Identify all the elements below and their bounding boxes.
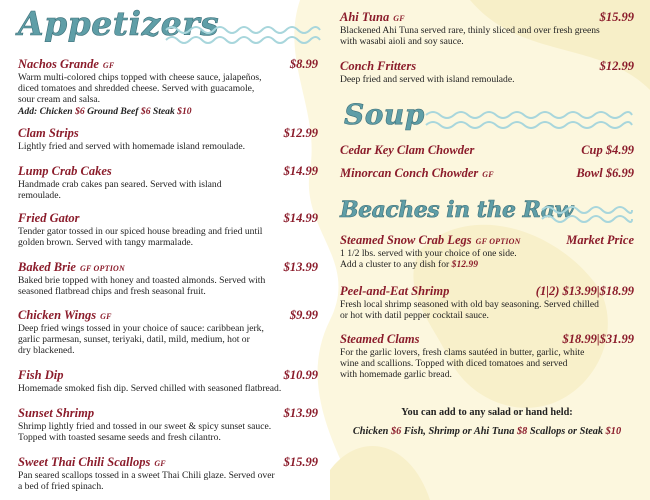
addon-note-options: [340, 426, 634, 437]
menu-item: [18, 368, 318, 394]
extra-price: $12.99: [451, 259, 479, 271]
item-name-text: Chicken Wings: [18, 308, 97, 322]
menu-item-description: Handmade crab cakes pan seared. Served with island: [18, 179, 222, 190]
menu-item-header: [340, 332, 634, 347]
dietary-tag: GF: [482, 170, 494, 179]
dietary-tag: GF: [100, 312, 112, 321]
item-name-text: Fried Gator: [18, 211, 80, 225]
menu-item-addons: [18, 106, 318, 117]
menu-item-price: (1|2) $13.99|$18.99: [535, 284, 634, 298]
menu-item-header: [18, 57, 318, 72]
menu-item-header: [18, 260, 318, 275]
menu-item-header: [340, 10, 634, 25]
menu-item: [340, 59, 634, 85]
menu-item-description: golden brown. Served with tangy marmalade.: [18, 237, 194, 249]
menu-item-description: wine and scallions. Topped with diced tomatoes and served: [340, 358, 568, 370]
dietary-tag: GF OPTION: [475, 237, 521, 246]
menu-item-description: Fresh local shrimp seasoned with old bay seasoning. Served chilled: [340, 299, 599, 310]
menu-item-description: For the garlic lovers, fresh clams sautéed in butter, garlic, white: [340, 347, 585, 358]
item-name-text: Cedar Key Clam Chowder: [340, 143, 475, 157]
menu-item-price: Bowl $6.99: [576, 166, 634, 180]
menu-item-header: [340, 233, 634, 248]
menu-item-name: [340, 284, 449, 299]
menu-item-price: $15.99: [283, 455, 318, 469]
menu-item-name: [340, 59, 416, 74]
menu-item-description: with homemade garlic bread.: [340, 369, 452, 381]
menu-item-description: Shrimp lightly fried and tossed in our sweet & spicy sunset sauce.: [18, 421, 272, 432]
menu-item-name: [18, 308, 112, 323]
menu-item-description: dry blackened.: [18, 345, 75, 357]
menu-item: [340, 166, 634, 181]
addon-option-name: Scallops or Steak: [529, 426, 604, 437]
menu-item-price: $13.99: [283, 406, 318, 420]
item-name-text: Sweet Thai Chili Scallops: [18, 455, 151, 469]
addon-option-price: $6: [140, 105, 151, 117]
menu-item: [18, 308, 318, 357]
item-name-text: Minorcan Conch Chowder: [340, 166, 479, 180]
menu-item: [18, 126, 318, 152]
menu-item-description: Pan seared scallops tossed in a sweet Thai Chili glaze. Served over: [18, 470, 275, 481]
menu-item: [18, 406, 318, 443]
menu-item-name: [18, 57, 114, 72]
addon-option-name: Fish, Shrimp or Ahi Tuna: [403, 426, 515, 437]
menu-item-description: Lightly fried and served with homemade island remoulade.: [18, 141, 245, 152]
menu-item-name: [340, 332, 420, 347]
wave-decoration: [164, 20, 322, 50]
addon-option-name: Steak: [152, 105, 175, 117]
menu-item: [18, 211, 318, 248]
item-name-text: Steamed Snow Crab Legs: [340, 233, 472, 247]
item-name-text: Ahi Tuna: [340, 10, 390, 24]
menu-item-name: [18, 260, 125, 275]
menu-item-description: Deep fried wings tossed in your choice of sauce: caribbean jerk,: [18, 323, 264, 334]
menu-item-price: $12.99: [283, 126, 318, 140]
menu-item-price: $14.99: [283, 164, 318, 178]
item-name-text: Lump Crab Cakes: [18, 164, 112, 178]
menu-item-name: [18, 406, 94, 421]
menu-item-price: $18.99|$31.99: [562, 332, 634, 346]
menu-item-price: $8.99: [289, 57, 318, 71]
addon-note-heading: You can add to any salad or hand held:: [401, 407, 573, 418]
menu-item: [18, 455, 318, 492]
menu-item-description: Homemade smoked fish dip. Served chilled with seasoned flatbread.: [18, 383, 282, 394]
menu-item: [18, 164, 318, 201]
soup-title: Soup: [344, 98, 425, 131]
item-name-text: Nachos Grande: [18, 57, 99, 71]
menu-item-header: [18, 164, 318, 179]
menu-item-name: [340, 10, 405, 25]
item-name-text: Baked Brie: [18, 260, 76, 274]
addon-option-name: Chicken: [352, 426, 389, 437]
menu-item-name: [18, 164, 112, 179]
dietary-tag: GF: [154, 459, 166, 468]
menu-item-name: [340, 166, 494, 181]
menu-item-price: $13.99: [283, 260, 318, 274]
menu-item-name: [340, 233, 521, 248]
item-name-text: Fish Dip: [18, 368, 64, 382]
menu-item-description: sour cream and salsa.: [18, 94, 101, 106]
menu-item: [340, 332, 634, 381]
menu-item-header: [18, 368, 318, 383]
menu-item-description: 1 1/2 lbs. served with your choice of one side.: [340, 248, 517, 259]
menu-item-description: Blackened Ahi Tuna served rare, thinly sliced and over fresh greens: [340, 25, 600, 36]
menu-item-price: Market Price: [566, 233, 634, 247]
menu-item-header: [340, 284, 634, 299]
menu-item-description: seasoned flatbread chips and fresh seasonal fruit.: [18, 286, 206, 298]
dietary-tag: GF OPTION: [79, 264, 125, 273]
menu-item-price: $10.99: [283, 368, 318, 382]
menu-item-description: Baked brie topped with honey and toasted almonds. Served with: [18, 275, 266, 286]
wave-decoration: [540, 202, 634, 226]
menu-item-header: [18, 455, 318, 470]
menu-item-header: [340, 166, 634, 181]
menu-item-description: remoulade.: [18, 190, 61, 202]
menu-item-description: garlic parmesan, sunset, teriyaki, datil, mild, medium, hot or: [18, 334, 250, 346]
menu-item-header: [340, 143, 634, 158]
addon-option-price: $8: [516, 426, 528, 437]
menu-item-description: diced tomatoes and shredded cheese. Served with guacamole,: [18, 83, 255, 95]
menu-item-description: a bed of fried spinach.: [18, 481, 104, 493]
menu-item-description: Topped with toasted sesame seeds and fresh cilantro.: [18, 432, 221, 444]
menu-item-header: [18, 406, 318, 421]
menu-item-price: $12.99: [599, 59, 634, 73]
item-name-text: Sunset Shrimp: [18, 406, 95, 420]
addon-option-name: Ground Beef: [87, 105, 139, 117]
addon-option-price: $6: [390, 426, 402, 437]
addon-option-price: $6: [75, 105, 85, 117]
addon-option-name: Chicken: [39, 105, 73, 117]
menu-item: [340, 143, 634, 158]
menu-item: [340, 10, 634, 47]
extra-text: Add a cluster to any dish for: [340, 259, 452, 271]
dietary-tag: GF: [393, 14, 405, 23]
menu-item-name: [18, 368, 64, 383]
menu-item-description: Deep fried and served with island remoulade.: [340, 74, 515, 85]
menu-item-price: $9.99: [289, 308, 318, 322]
menu-item-description: Warm multi-colored chips topped with cheese sauce, jalapeños,: [18, 72, 262, 83]
menu-item-name: [18, 455, 166, 470]
menu-item-header: [340, 59, 634, 74]
item-name-text: Conch Fritters: [340, 59, 417, 73]
menu-item: [18, 57, 318, 117]
menu-item-description: or hot with datil pepper cocktail sauce.: [340, 310, 489, 322]
item-name-text: Clam Strips: [18, 126, 79, 140]
menu-item-header: [18, 126, 318, 141]
item-name-text: Peel-and-Eat Shrimp: [340, 284, 450, 298]
menu-item-extra: [340, 259, 634, 270]
addon-option-price: $10: [177, 105, 192, 117]
raw-bar-title: Beaches in the Raw: [340, 197, 574, 223]
wave-decoration: [424, 106, 634, 134]
menu-item: [340, 284, 634, 321]
menu-item-name: [340, 143, 474, 158]
dietary-tag: GF: [102, 61, 115, 70]
appetizers-title: Appetizers: [18, 4, 220, 43]
menu-item-name: [18, 211, 79, 226]
menu-item-header: [18, 211, 318, 226]
menu-item: [18, 260, 318, 297]
menu-item-price: Cup $4.99: [581, 143, 634, 157]
menu-item-price: $15.99: [599, 10, 634, 24]
menu-item-name: [18, 126, 79, 141]
menu-item-header: [18, 308, 318, 323]
menu-item-description: Tender gator tossed in our spiced house breading and fried until: [18, 226, 263, 237]
menu-item-description: with wasabi aioli and soy sauce.: [340, 36, 464, 48]
addon-option-price: $10: [605, 426, 622, 437]
menu-item-price: $14.99: [283, 211, 318, 225]
addon-label: Add:: [18, 105, 38, 117]
menu-item: [340, 233, 634, 270]
item-name-text: Steamed Clams: [340, 332, 420, 346]
